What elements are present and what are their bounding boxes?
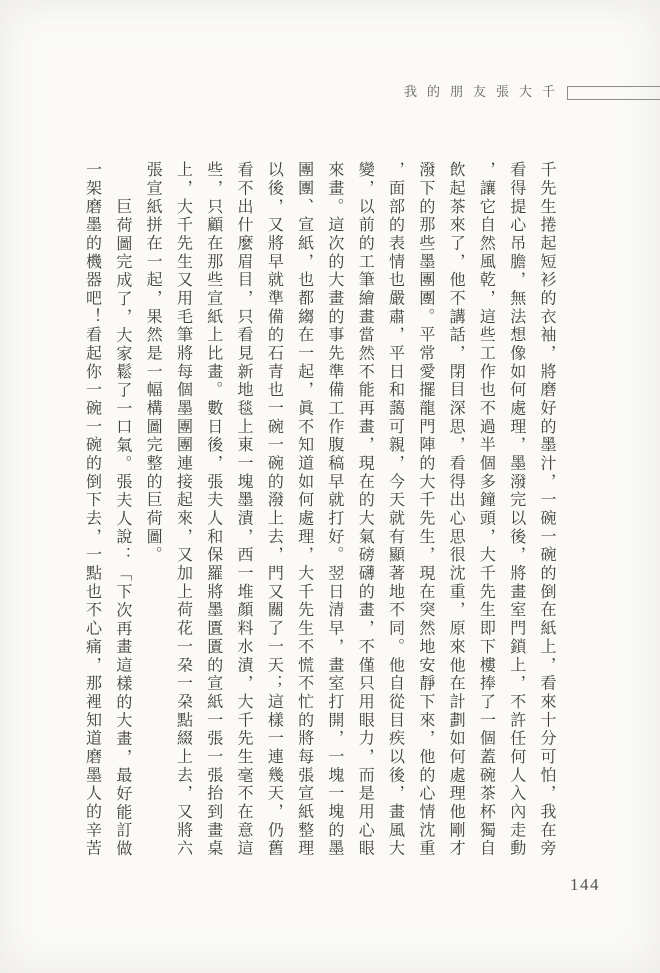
running-head-title: 我的朋友張大千 <box>404 84 566 99</box>
body-text-block <box>70 161 561 865</box>
paragraph-2: 巨荷圖完成了，大家鬆了一口氣。張夫人說：「下次再畫這樣的大畫，最好能訂做一架磨墨的機器吧！看起你一碗一碗的倒下去，一點也不心痛，那裡知道磨墨人的辛苦 <box>83 161 131 858</box>
paragraph-1: 千先生捲起短衫的衣袖，將磨好的墨汁，一碗一碗的倒在紙上，看來十分可怕，我在旁看得提心吊膽，無法想像如何處理，墨潑完以後，將畫室門鎖上，不許任何人入內走動，讓它自然風乾，這些工作也不過半個多鐘頭，大千先生即下樓捧了一個蓋碗茶杯獨自飲起茶來了，他不講話，閉目深思，看得出心思很沈重，原來他在計劃如何處理他剛才潑下的那些墨團團。平常愛擺龍門陣的大千先生，現在突然地安靜下來，他的心情沈重，面部的表情也嚴肅，平日和藹可親，今天就有顯著地不同。他自從目疾以後，畫風大變，以前的工筆繪畫當然不能再畫，現在的大氣磅礴的畫，不僅只用眼力，而是用心眼來畫。這次的大畫的事先準備工作腹稿早就打好。翌日清早，畫室打開，一塊一塊的墨團團、宣紙，也都縐在一起，眞不知道如何處理，大千先生不慌不忙的將每張宣紙整理以後，又將早就準備的石青也一碗一碗的潑上去，門又關了一天；這樣一連幾天，仍舊看不出什麼眉目，只看見新地毯上東一塊墨漬，西一堆顏料水漬，大千先生毫不在意這些，只顧在那些宣紙上比畫。數日後，張夫人和保羅將墨匱匱的宣紙一張一張抬到畫桌上，大千先生又用毛筆將每個墨團團連接起來，又加上荷花一朶一朶點綴上去，又將六張宣紙拼在一起，果然是一幅構圖完整的巨荷圖。 <box>144 161 555 858</box>
header-tab-box <box>567 86 660 100</box>
page-number: 144 <box>570 875 600 894</box>
